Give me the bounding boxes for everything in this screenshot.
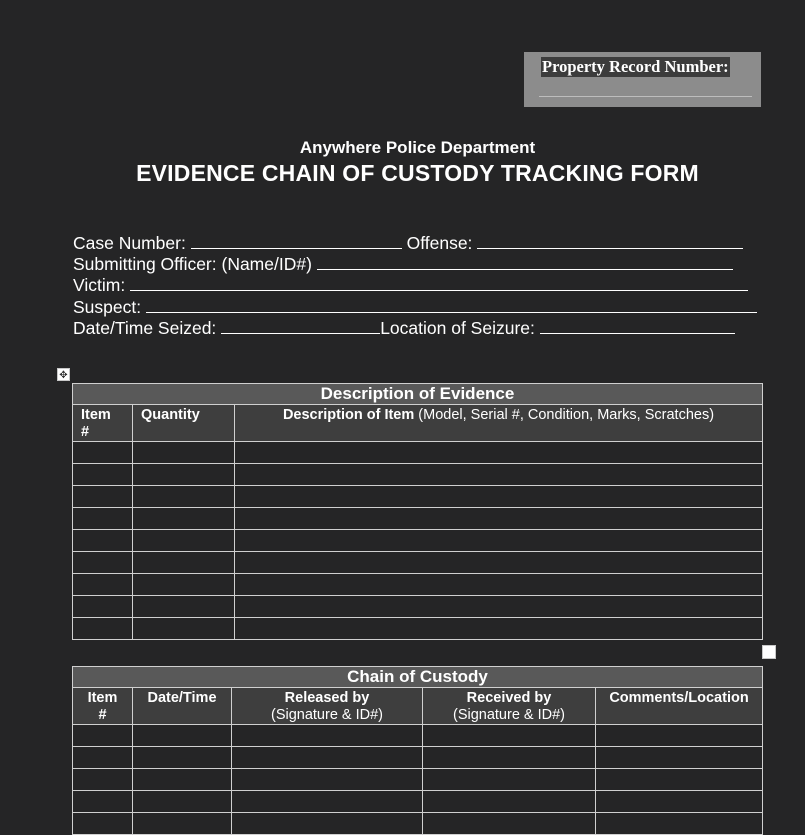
custody-table-title: Chain of Custody <box>73 667 763 688</box>
evidence-table-cell[interactable] <box>133 552 235 574</box>
evidence-table-cell[interactable] <box>133 530 235 552</box>
evidence-table-cell[interactable] <box>235 464 763 486</box>
suspect-label: Suspect: <box>73 297 142 317</box>
custody-table-cell[interactable] <box>232 725 423 747</box>
custody-table-cell[interactable] <box>423 769 596 791</box>
custody-table-cell[interactable] <box>423 747 596 769</box>
evidence-table-cell[interactable] <box>235 486 763 508</box>
evidence-table-cell[interactable] <box>235 596 763 618</box>
location-of-seizure-label: Location of Seizure: <box>380 318 535 338</box>
evidence-table-cell[interactable] <box>235 508 763 530</box>
evidence-table-row <box>73 618 763 640</box>
submitting-officer-label: Submitting Officer: (Name/ID#) <box>73 254 312 274</box>
custody-table-cell[interactable] <box>596 769 763 791</box>
custody-col-comments: Comments/Location <box>596 688 763 725</box>
evidence-table-row <box>73 596 763 618</box>
evidence-table-cell[interactable] <box>235 442 763 464</box>
custody-col-item-number: # <box>98 707 107 723</box>
custody-table-cell[interactable] <box>133 813 232 835</box>
custody-table-cell[interactable] <box>73 747 133 769</box>
evidence-table-cell[interactable] <box>73 508 133 530</box>
custody-table-cell[interactable] <box>423 791 596 813</box>
custody-table-cell[interactable] <box>232 769 423 791</box>
evidence-col-description <box>235 405 763 442</box>
custody-table-cell[interactable] <box>596 813 763 835</box>
evidence-table-cell[interactable] <box>133 508 235 530</box>
custody-table-row <box>73 725 763 747</box>
evidence-table-cell[interactable] <box>133 618 235 640</box>
custody-table-cell[interactable] <box>133 769 232 791</box>
custody-table-cell[interactable] <box>232 791 423 813</box>
property-record-box <box>524 52 761 107</box>
custody-table-cell[interactable] <box>232 747 423 769</box>
evidence-table-cell[interactable] <box>235 552 763 574</box>
case-offense-line <box>73 233 743 254</box>
suspect-line <box>73 297 757 318</box>
submitting-officer-field[interactable] <box>317 254 733 270</box>
department-name: Anywhere Police Department <box>299 138 536 157</box>
custody-col-datetime: Date/Time <box>133 688 232 725</box>
custody-table <box>72 666 763 835</box>
evidence-col-item-label: Item <box>81 407 111 423</box>
custody-table-cell[interactable] <box>133 725 232 747</box>
offense-field[interactable] <box>477 233 743 249</box>
evidence-table-cell[interactable] <box>73 486 133 508</box>
evidence-col-description-detail: (Model, Serial #, Condition, Marks, Scratches) <box>414 407 715 423</box>
evidence-col-item <box>73 405 133 442</box>
table-move-icon[interactable]: ✥ <box>57 368 70 381</box>
evidence-table-cell[interactable] <box>133 442 235 464</box>
submitting-officer-line <box>73 254 733 275</box>
evidence-table-title: Description of Evidence <box>73 384 763 405</box>
custody-table-cell[interactable] <box>73 791 133 813</box>
case-number-field[interactable] <box>191 233 402 249</box>
evidence-table-row <box>73 574 763 596</box>
property-record-line[interactable] <box>539 96 752 97</box>
evidence-table-cell[interactable] <box>73 530 133 552</box>
custody-col-item <box>73 688 133 725</box>
custody-table-cell[interactable] <box>423 725 596 747</box>
custody-col-received <box>423 688 596 725</box>
table-resize-handle[interactable] <box>762 645 776 659</box>
evidence-table-row <box>73 486 763 508</box>
evidence-table-row <box>73 530 763 552</box>
custody-col-received-sub: (Signature & ID#) <box>452 707 566 723</box>
evidence-table-cell[interactable] <box>235 530 763 552</box>
evidence-col-item-number: # <box>81 424 90 440</box>
case-number-label: Case Number: <box>73 233 186 253</box>
evidence-col-quantity: Quantity <box>133 405 235 442</box>
custody-col-item-label: Item <box>87 690 118 706</box>
custody-table-cell[interactable] <box>423 813 596 835</box>
date-time-seized-label: Date/Time Seized: <box>73 318 217 338</box>
form-title: EVIDENCE CHAIN OF CUSTODY TRACKING FORM <box>136 160 699 186</box>
evidence-table-cell[interactable] <box>133 486 235 508</box>
custody-col-released-sub: (Signature & ID#) <box>270 707 384 723</box>
property-record-label: Property Record Number: <box>542 57 729 76</box>
evidence-table-cell[interactable] <box>235 574 763 596</box>
victim-field[interactable] <box>130 275 748 291</box>
custody-table-cell[interactable] <box>73 813 133 835</box>
custody-col-released-label: Released by <box>284 690 370 706</box>
evidence-table <box>72 383 763 640</box>
custody-col-received-label: Received by <box>466 690 552 706</box>
evidence-table-cell[interactable] <box>133 464 235 486</box>
custody-table-cell[interactable] <box>596 725 763 747</box>
offense-label: Offense: <box>406 233 473 253</box>
custody-table-cell[interactable] <box>73 725 133 747</box>
location-of-seizure-field[interactable] <box>540 318 735 334</box>
custody-col-released <box>232 688 423 725</box>
evidence-table-row <box>73 552 763 574</box>
custody-table-cell[interactable] <box>596 747 763 769</box>
evidence-table-cell[interactable] <box>73 618 133 640</box>
evidence-table-cell[interactable] <box>73 596 133 618</box>
custody-table-cell[interactable] <box>596 791 763 813</box>
custody-table-row <box>73 769 763 791</box>
custody-table-cell[interactable] <box>73 769 133 791</box>
evidence-table-row <box>73 508 763 530</box>
victim-label: Victim: <box>73 275 126 295</box>
custody-table-cell[interactable] <box>133 747 232 769</box>
custody-table-row <box>73 813 763 835</box>
evidence-table-row <box>73 464 763 486</box>
evidence-table-cell[interactable] <box>73 464 133 486</box>
custody-table-row <box>73 791 763 813</box>
custody-table-cell[interactable] <box>133 791 232 813</box>
evidence-table-cell[interactable] <box>133 574 235 596</box>
seizure-line <box>73 318 735 339</box>
evidence-table-cell[interactable] <box>133 596 235 618</box>
evidence-table-cell[interactable] <box>73 442 133 464</box>
custody-table-cell[interactable] <box>232 813 423 835</box>
victim-line <box>73 275 748 296</box>
evidence-col-description-bold: Description of Item <box>282 407 415 423</box>
evidence-table-cell[interactable] <box>73 574 133 596</box>
evidence-table-cell[interactable] <box>73 552 133 574</box>
custody-table-row <box>73 747 763 769</box>
date-time-seized-field[interactable] <box>221 318 380 334</box>
evidence-table-cell[interactable] <box>235 618 763 640</box>
suspect-field[interactable] <box>146 297 757 313</box>
evidence-table-row <box>73 442 763 464</box>
